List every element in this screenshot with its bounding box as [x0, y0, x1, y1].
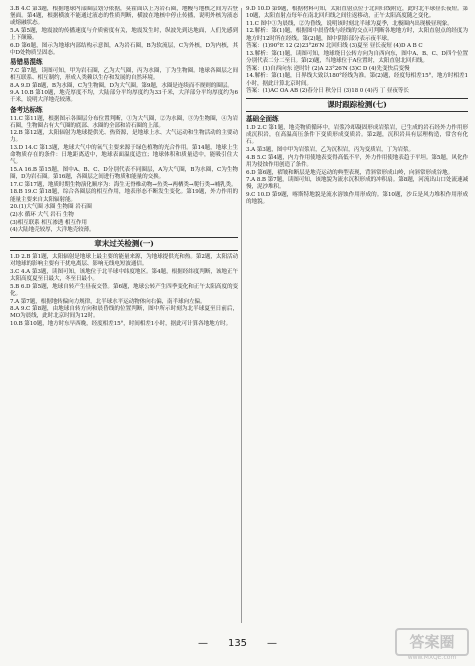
watermark-logo-text: 答案圈 — [395, 628, 469, 656]
watermark-logo — [395, 628, 469, 662]
answer-paragraph: 1.D 2.C 第1题，地壳物质循环中，岩浆冷却凝固形成岩浆岩，已生成的岩石经外力作用形成沉积岩，在高温高压条件下变质形成变质岩。第2题，沉积岩具有层理构造，常含有化石。 — [246, 125, 468, 146]
answer-paragraph: 9.A 10.B 第10题，地壳厚度不均，大陆部分平均厚度约为33千米，大洋部分平均厚度约为6千米，说明大洋地壳较薄。 — [10, 90, 238, 104]
answer-paragraph: 11.C 第11题，根据图示各圈层分布位置判断，①为大气圈，②为水圈，③为生物圈，④为岩石圈，生物圈占有大气圈的底部、水圈的全部和岩石圈的上部。 — [10, 115, 238, 129]
answer-paragraph: 7.A 第7题，根据地转偏向力规律，北半球水平运动物体向右偏，南半球向左偏。 — [10, 298, 206, 305]
page-number: 135 — [227, 638, 248, 649]
answer-paragraph: 3.A 第3题，图中甲为岩浆岩，乙为沉积岩，丙为变质岩，丁为岩浆。 — [246, 147, 415, 154]
left-column — [10, 6, 238, 626]
answer-paragraph: 15.A 16.B 第15题，图中A、B、C、D分别代表不同圈层，A为大气圈，B为水圈，C为生物圈，D为岩石圈。第16题，各圈层之间进行物质和能量的交换。 — [10, 166, 238, 181]
answer-paragraph: 6.D 第6题，图示为地球内部结构示意图，A为岩石圈，B为软流层，C为外核，D为内核，其中D处物质呈固态。 — [10, 42, 238, 56]
answer-paragraph: 12.B 第12题，太阳辐射为地球提供光、热资源，是地球上水、大气运动和生物活动的主要动力。 — [10, 130, 238, 144]
section-heading: 备考达标练 — [10, 105, 43, 114]
chapter-banner: 章末过关检测(一) — [10, 237, 238, 251]
answer-paragraph: 11.C 图中①为晨线，②为昏线，说明该时刻北半球为夏季，北极圈内出现极昼现象。 — [246, 20, 453, 27]
answer-paragraph: 9.D 10.D 第9题，根据材料可知，太阳直射点位于北回归线附近，此时北半球昼长夜短。第10题，太阳直射点每年在南北回归线之间往返移动，正午太阳高度随之变化。 — [246, 6, 468, 20]
answer-paragraph: 3.B 4.C 第3题，根据地球内部圈层划分依据，莫霍面以上为岩石圈，地幔与地核之间为古登堡面。第4题，根据横波不能通过液态的性质判断，横波在地核中停止传播，说明外核为液态或熔融状态。 — [10, 6, 238, 27]
answer-paragraph: (4)大陆地壳较厚，大洋地壳较薄。 — [10, 227, 95, 234]
column-divider — [241, 8, 242, 623]
answer-paragraph: 答案：(1)AC OA AB (2)春分日 秋分日 (3)18 0 (4)丙 丁 昼夜等长 — [246, 88, 409, 95]
answer-paragraph: 3.C 4.A 第3题，读图可知，该地位于北半球中纬度地区。第4题，根据经纬度判断，该地正午太阳高度夏至日最大，冬至日最小。 — [10, 269, 238, 283]
answer-paragraph: 7.C 第7题，读图可知，甲为岩石圈，乙为大气圈，丙为水圈，丁为生物圈。地球各圈层之间相互联系、相互制约，形成人类赖以生存和发展的自然环境。 — [10, 67, 238, 81]
answer-paragraph: 14.解析：第(1)题，日界线大致以180°经线为准。第(2)题，经度每相差15°，地方时相差1小时，据此计算北京时间。 — [246, 73, 468, 87]
answer-paragraph: 7.A 8.B 第7题，读图可知，该地貌为流水沉积形成的冲积扇。第8题，河流出山口处流速减慢，泥沙堆积。 — [246, 177, 468, 191]
answer-paragraph: 8.A 9.C 第8题，由地球自转方向和晨昏线的位置判断，图中所示时刻为北半球夏至日前后，MO为晨线，此时北京时间为12时。 — [10, 306, 238, 320]
answer-paragraph: 13.解析：第(1)题，读图可知，地球绕日公转方向为自西向东，图中A、B、C、D四个位置分别代表二分二至日。第(2)题，当地球位于A位置时，太阳直射北回归线。 — [246, 50, 468, 65]
chapter-banner: 课时跟踪检测(七) — [246, 98, 468, 112]
answer-paragraph: 9.C 10.D 第9题，喀斯特地貌是流水溶蚀作用形成的。第10题，沙丘是风力堆积作用形成的地貌。 — [246, 192, 468, 206]
answer-paragraph: 17.C 第17题，地质时期生物演化顺序为：海生无脊椎动物→鱼类→两栖类→爬行类→哺乳类。 — [10, 181, 237, 188]
answer-paragraph: 18.B 19.C 第18题，综合各圈层的相互作用，地表形态不断发生变化。第19题，外力作用的能量主要来自太阳辐射能。 — [10, 189, 238, 203]
answer-paragraph: 5.A 第5题，地震波的传播速度与介质密度有关，地震发生时，纵波先到达地面，人们先感到上下颠簸。 — [10, 27, 238, 41]
answer-paragraph: 6.D 第6题，褶皱和断层是地壳运动的典型表现，背斜常形成山岭，向斜常形成谷地。 — [246, 169, 453, 176]
answer-paragraph: 20.(1)大气圈 水圈 生物圈 岩石圈 — [10, 204, 92, 211]
answer-paragraph: 5.B 6.D 第5题，地球自转产生昼夜交替。第6题，地球公转产生四季变化和正午太阳高度的变化。 — [10, 283, 238, 297]
answer-paragraph: 答案：(1)自西向东 逆时针 (2)A 23°26′N (3)C D (4)先变快后变慢 — [246, 65, 410, 72]
answer-paragraph: 12.解析：第(1)题，根据图中晨昏线与经线的交点可判断各地地方时，太阳直射点的经度为地方时12时所在经线。第(2)题，图中阴影部分表示夜半球。 — [246, 28, 468, 42]
answer-paragraph: 4.B 5.C 第4题，内力作用使地表变得高低不平，外力作用使地表趋于平坦。第5题，风化作用为侵蚀作用创造了条件。 — [246, 154, 468, 168]
answer-paragraph: 8.A 9.D 第8题，B为水圈，C为生物圈，D为大气圈。第9题，水圈是连续而不规则的圈层。 — [10, 82, 233, 89]
answer-paragraph: (2)水 循环 大气 岩石 生物 — [10, 211, 74, 218]
answer-paragraph: 13.D 14.C 第13题，地球大气中的氧气主要来源于绿色植物的光合作用。第14题，地球上生命物质存在的条件：日地距离适中，地球表面温度适宜；地球体积和质量适中，能吸引住大气。 — [10, 145, 238, 166]
answer-paragraph: 答案：(1)90°E 12 (2)23°26′N 北回归线 (3)夏至 昼长夜短 (4)D A B C — [246, 43, 423, 50]
answer-paragraph: (3)相互联系 相互渗透 相互作用 — [10, 219, 87, 226]
page-number-footer: — 135 — — [197, 638, 278, 649]
answer-paragraph: 1.D 2.B 第1题，太阳辐射是地球上最主要的能量来源，为地球提供光和热。第2题，太阳活动对地球的影响主要有干扰电离层、影响无线电短波通信。 — [10, 254, 238, 268]
section-heading: 易错易混练 — [10, 57, 43, 66]
watermark-url: www.MXQE.com — [407, 654, 457, 661]
section-heading: 基础全面练 — [246, 115, 279, 124]
answer-paragraph: 10.B 第10题，地方时东早西晚，经度相差15°，时间相差1小时，据此可计算各地地方时。 — [10, 321, 232, 328]
right-column — [246, 6, 468, 626]
